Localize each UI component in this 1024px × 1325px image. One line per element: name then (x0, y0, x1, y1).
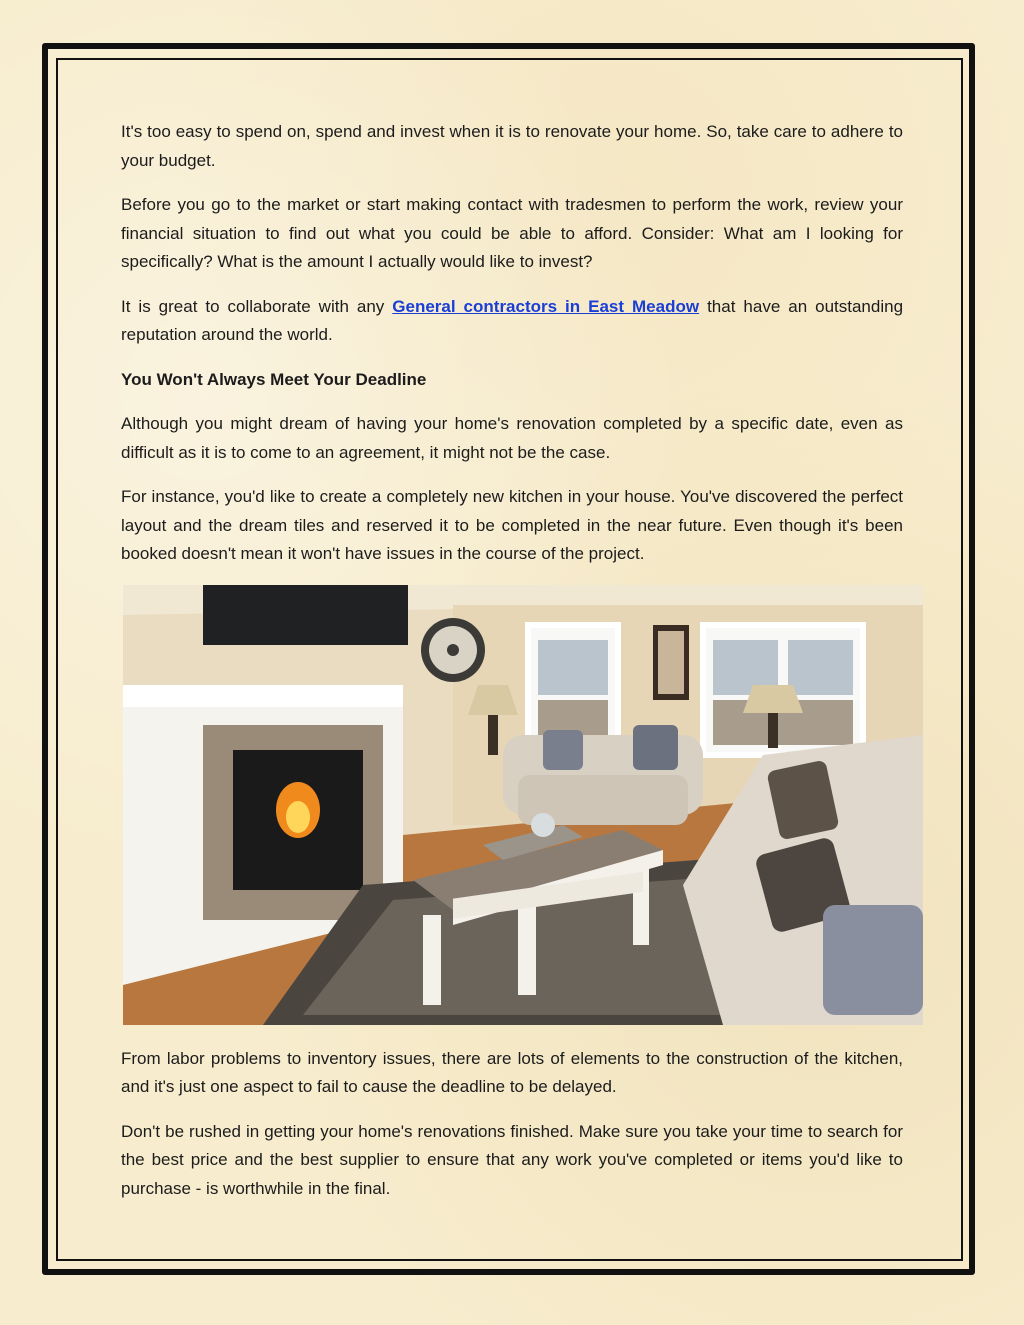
paragraph-construction-issues: From labor problems to inventory issues, there are lots of elements to the construction of the kitchen, and it's just one aspect to fail to cause the deadline to be delayed. (121, 1048, 903, 1096)
paragraph-contractors-tail: that have an outstanding reputation around the world. (121, 296, 904, 344)
paragraph-financial-review: Before you go to the market or start making contact with tradesmen to perform the work, review your financial situation to find out what you could be able to afford. Consider: What am I looking for specifically? What is the amount I actually would like to invest? (121, 195, 903, 271)
paragraph-dont-rush: Don't be rushed in getting your home's renovations finished. Make sure you take your time to search for the best price and the best supplier to ensure that any work you've completed or items you'd like to purchase - is worthwhile in the final. (121, 1121, 903, 1198)
article-body (121, 118, 903, 1219)
paragraph-kitchen-example: For instance, you'd like to create a completely new kitchen in your house. You've discovered the perfect layout and the dream tiles and reserved it to be completed in the near future. Even though it's been booked doesn't mean it won't have issues in the course of the project. (121, 487, 903, 563)
contractors-link[interactable]: General contractors in East Meadow (392, 296, 700, 316)
living-room-photo (123, 585, 923, 1025)
section-heading: You Won't Always Meet Your Deadline (121, 369, 427, 389)
paragraph-renovation-date: Although you might dream of having your home's renovation completed by a specific date, even as difficult as it is to come to an agreement, it might not be the case. (121, 414, 903, 462)
paragraph-budget: It's too easy to spend on, spend and invest when it is to renovate your home. So, take care to adhere to your budget. (121, 122, 903, 170)
paragraph-contractors-lead: It is great to collaborate with any (121, 296, 385, 316)
paragraph-contractors (121, 293, 903, 350)
